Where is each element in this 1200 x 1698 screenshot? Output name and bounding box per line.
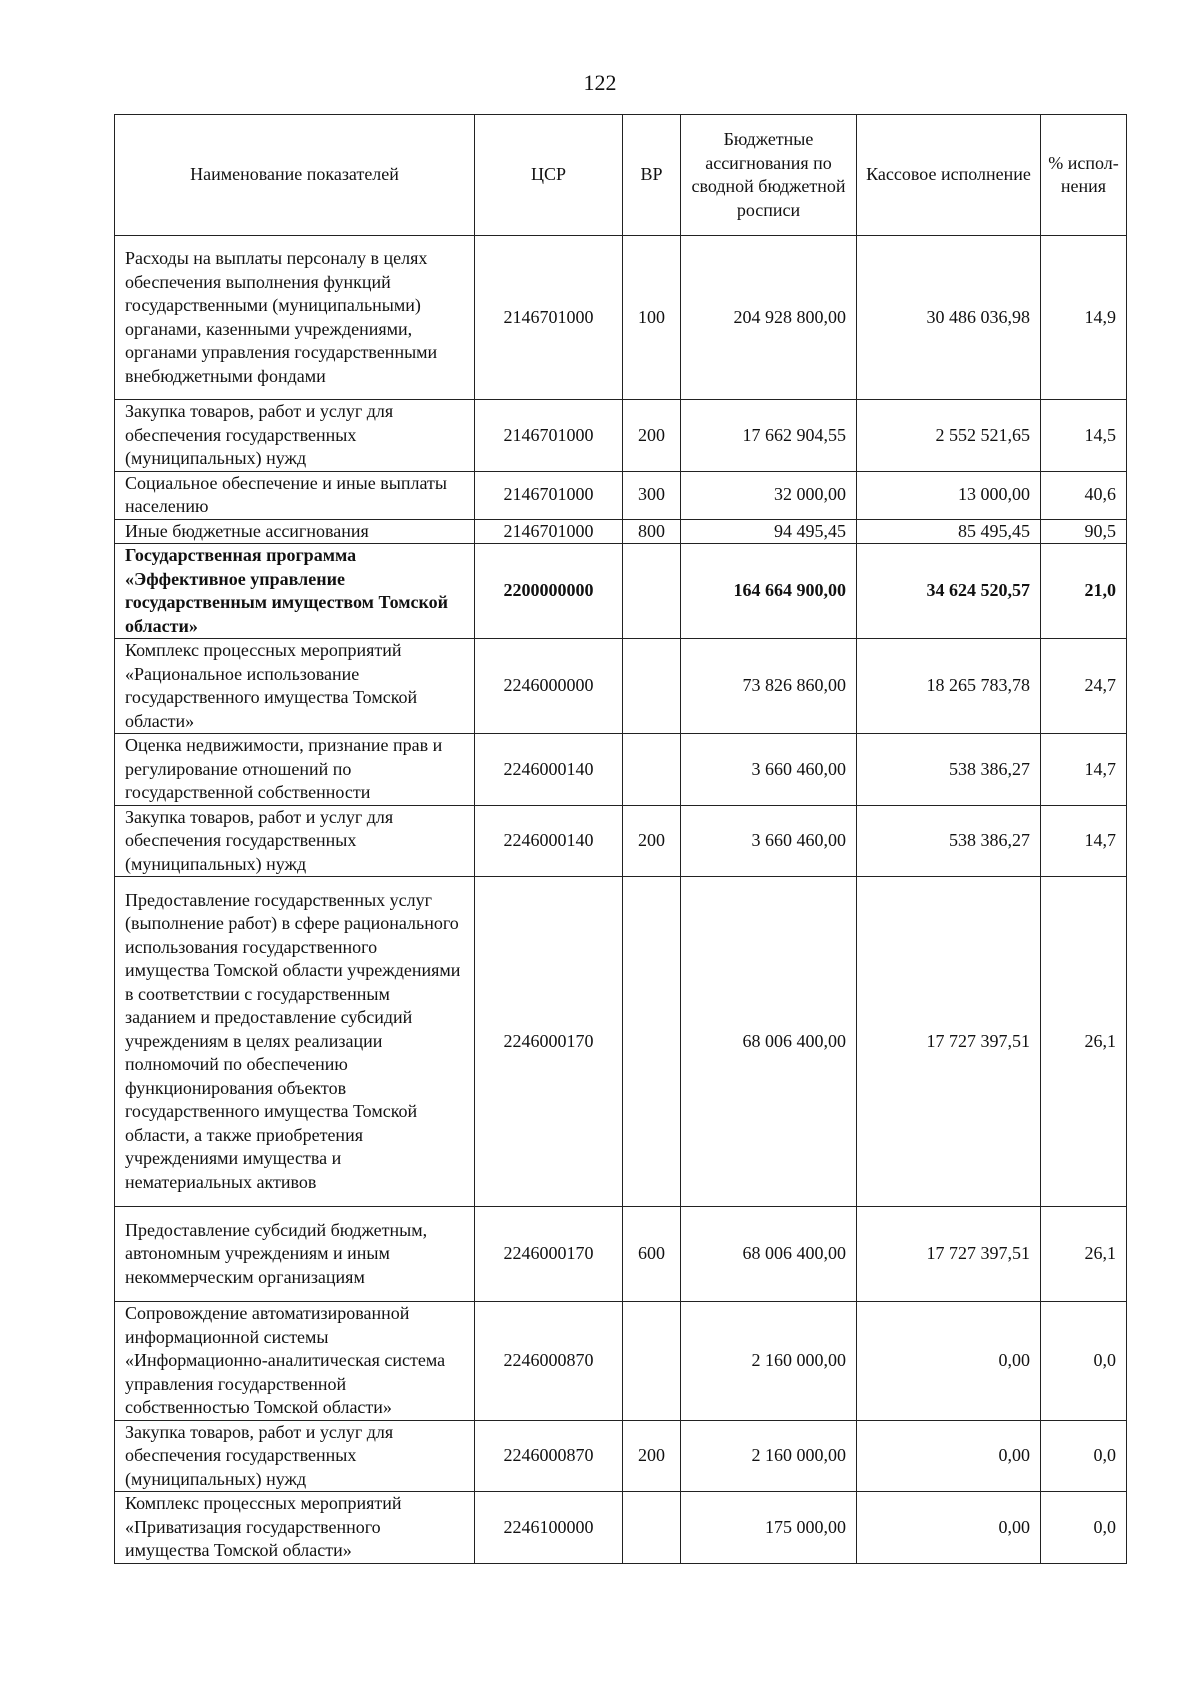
page-number: 122 bbox=[583, 70, 617, 95]
row-execution: 0,00 bbox=[857, 1492, 1041, 1564]
row-vr: 200 bbox=[623, 1420, 681, 1492]
table-row bbox=[115, 639, 1127, 734]
row-name: Оценка недвижимости, признание прав и регулирование отношений по государственной собственности bbox=[115, 734, 475, 806]
table-row bbox=[115, 519, 1127, 544]
row-appropriations: 3 660 460,00 bbox=[681, 734, 857, 806]
row-vr bbox=[623, 1302, 681, 1421]
table-row bbox=[115, 236, 1127, 400]
row-execution: 17 727 397,51 bbox=[857, 877, 1041, 1207]
row-csr: 2146701000 bbox=[475, 236, 623, 400]
table-row bbox=[115, 1492, 1127, 1564]
row-percent: 14,7 bbox=[1041, 734, 1127, 806]
row-percent: 40,6 bbox=[1041, 471, 1127, 519]
row-percent: 21,0 bbox=[1041, 544, 1127, 639]
table-row bbox=[115, 734, 1127, 806]
row-vr: 200 bbox=[623, 805, 681, 877]
row-percent: 24,7 bbox=[1041, 639, 1127, 734]
row-csr: 2246000870 bbox=[475, 1420, 623, 1492]
row-csr: 2246000140 bbox=[475, 805, 623, 877]
row-percent: 26,1 bbox=[1041, 1207, 1127, 1302]
row-appropriations: 73 826 860,00 bbox=[681, 639, 857, 734]
row-percent: 0,0 bbox=[1041, 1302, 1127, 1421]
row-vr bbox=[623, 1492, 681, 1564]
row-execution: 13 000,00 bbox=[857, 471, 1041, 519]
table-row bbox=[115, 1302, 1127, 1421]
row-appropriations: 2 160 000,00 bbox=[681, 1420, 857, 1492]
table-row-program bbox=[115, 544, 1127, 639]
row-percent: 0,0 bbox=[1041, 1420, 1127, 1492]
row-name: Иные бюджетные ассигнования bbox=[115, 519, 475, 544]
table-row bbox=[115, 1207, 1127, 1302]
header-percent: % испол-нения bbox=[1041, 115, 1127, 236]
row-vr bbox=[623, 877, 681, 1207]
row-vr bbox=[623, 734, 681, 806]
header-vr: ВР bbox=[623, 115, 681, 236]
row-csr: 2246100000 bbox=[475, 1492, 623, 1564]
table-row bbox=[115, 877, 1127, 1207]
header-appropriations: Бюджетные ассигнования по сводной бюджетной росписи bbox=[681, 115, 857, 236]
table-row bbox=[115, 471, 1127, 519]
row-name: Закупка товаров, работ и услуг для обеспечения государственных (муниципальных) нужд bbox=[115, 805, 475, 877]
row-csr: 2246000170 bbox=[475, 1207, 623, 1302]
row-name: Предоставление субсидий бюджетным, автономным учреждениям и иным некоммерческим организациям bbox=[115, 1207, 475, 1302]
header-name: Наименование показателей bbox=[115, 115, 475, 236]
row-vr bbox=[623, 544, 681, 639]
row-percent: 14,9 bbox=[1041, 236, 1127, 400]
budget-execution-table bbox=[114, 114, 1127, 1564]
row-appropriations: 68 006 400,00 bbox=[681, 1207, 857, 1302]
row-appropriations: 164 664 900,00 bbox=[681, 544, 857, 639]
row-percent: 14,5 bbox=[1041, 400, 1127, 472]
row-appropriations: 94 495,45 bbox=[681, 519, 857, 544]
row-percent: 0,0 bbox=[1041, 1492, 1127, 1564]
row-csr: 2146701000 bbox=[475, 400, 623, 472]
row-csr: 2246000140 bbox=[475, 734, 623, 806]
row-vr bbox=[623, 639, 681, 734]
row-execution: 85 495,45 bbox=[857, 519, 1041, 544]
row-percent: 14,7 bbox=[1041, 805, 1127, 877]
row-appropriations: 2 160 000,00 bbox=[681, 1302, 857, 1421]
row-csr: 2246000170 bbox=[475, 877, 623, 1207]
row-execution: 538 386,27 bbox=[857, 805, 1041, 877]
row-appropriations: 32 000,00 bbox=[681, 471, 857, 519]
row-name: Предоставление государственных услуг (выполнение работ) в сфере рационального использования государственного имущества Томской области учреждениями в соответствии с государственным заданием и предоставление субсидий учреждениям в целях реализации полномочий по обеспечению функционирования объектов государственного имущества Томской области, а также приобретения учреждениями имущества и нематериальных активов bbox=[115, 877, 475, 1207]
row-csr: 2146701000 bbox=[475, 471, 623, 519]
table-header-row bbox=[115, 115, 1127, 236]
row-execution: 538 386,27 bbox=[857, 734, 1041, 806]
row-execution: 17 727 397,51 bbox=[857, 1207, 1041, 1302]
row-name: Социальное обеспечение и иные выплаты населению bbox=[115, 471, 475, 519]
row-execution: 34 624 520,57 bbox=[857, 544, 1041, 639]
row-percent: 26,1 bbox=[1041, 877, 1127, 1207]
row-appropriations: 175 000,00 bbox=[681, 1492, 857, 1564]
row-name: Расходы на выплаты персоналу в целях обеспечения выполнения функций государственными (муниципальными) органами, казенными учреждениями, органами управления государственными внебюджетными фондами bbox=[115, 236, 475, 400]
row-execution: 0,00 bbox=[857, 1420, 1041, 1492]
row-csr: 2246000000 bbox=[475, 639, 623, 734]
table-row bbox=[115, 1420, 1127, 1492]
row-name: Государственная программа «Эффективное управление государственным имуществом Томской области» bbox=[115, 544, 475, 639]
row-execution: 18 265 783,78 bbox=[857, 639, 1041, 734]
row-vr: 100 bbox=[623, 236, 681, 400]
row-execution: 30 486 036,98 bbox=[857, 236, 1041, 400]
row-csr: 2200000000 bbox=[475, 544, 623, 639]
table-row bbox=[115, 400, 1127, 472]
row-appropriations: 17 662 904,55 bbox=[681, 400, 857, 472]
row-csr: 2246000870 bbox=[475, 1302, 623, 1421]
row-name: Комплекс процессных мероприятий «Рациональное использование государственного имущества Томской области» bbox=[115, 639, 475, 734]
header-execution: Кассовое исполнение bbox=[857, 115, 1041, 236]
row-execution: 2 552 521,65 bbox=[857, 400, 1041, 472]
row-name: Закупка товаров, работ и услуг для обеспечения государственных (муниципальных) нужд bbox=[115, 400, 475, 472]
row-name: Сопровождение автоматизированной информационной системы «Информационно-аналитическая система управления государственной собственностью Томской области» bbox=[115, 1302, 475, 1421]
row-vr: 800 bbox=[623, 519, 681, 544]
table-row bbox=[115, 805, 1127, 877]
row-vr: 200 bbox=[623, 400, 681, 472]
row-appropriations: 204 928 800,00 bbox=[681, 236, 857, 400]
row-execution: 0,00 bbox=[857, 1302, 1041, 1421]
row-name: Закупка товаров, работ и услуг для обеспечения государственных (муниципальных) нужд bbox=[115, 1420, 475, 1492]
row-csr: 2146701000 bbox=[475, 519, 623, 544]
row-vr: 600 bbox=[623, 1207, 681, 1302]
row-name: Комплекс процессных мероприятий «Приватизация государственного имущества Томской области» bbox=[115, 1492, 475, 1564]
row-percent: 90,5 bbox=[1041, 519, 1127, 544]
row-appropriations: 68 006 400,00 bbox=[681, 877, 857, 1207]
header-csr: ЦСР bbox=[475, 115, 623, 236]
row-appropriations: 3 660 460,00 bbox=[681, 805, 857, 877]
row-vr: 300 bbox=[623, 471, 681, 519]
